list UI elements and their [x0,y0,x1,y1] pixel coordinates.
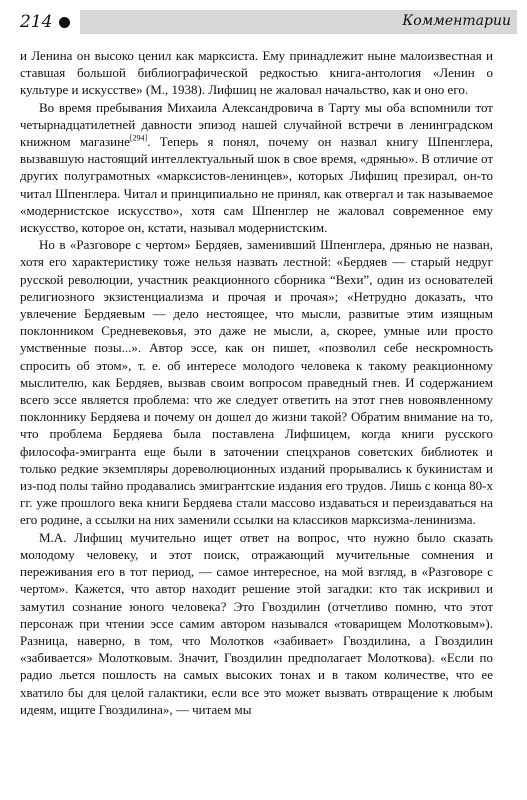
paragraph: М.А. Лифшиц мучительно ищет ответ на вопрос, что нужно было сказать молодому человеку, и этот поиск, отражающий мучительные сомнения и переживания его в тот период, — самое интересное, на мой взгляд, в «Разговоре с чертом». Кажется, что автор находит решение этой загадки: кто так искривил и замутил сознание юного человека? Это Гвоздилин (отчетливо помню, что этот персонаж при чтении эссе самим автором назывался «товарищем Молотковым»). Разница, наверно, в том, что Молотков «забивает» Гвоздилина, а Гвоздилин «забивается» Молотковым. Значит, Гвоздилин предполагает Молоткова). «Если по радио льется пошлость на самых высоких тонах и в таком количестве, что ее хватило бы для целой галактики, если все это может вызвать отвращение к любым идеям, ищите Гвоздилина», — читаем мы [20,529,493,717]
header-bar [80,10,517,34]
footnote-reference[interactable]: [294] [129,133,148,143]
bullet-dot-icon [59,17,70,28]
paragraph [20,99,493,237]
paragraph: и Ленина он высоко ценил как марксиста. Ему принадлежит ныне малоизвестная и ставшая большой библиографической редкостью книга-антология «Ленин о культуре и искусстве» (М., 1938). Лифшиц не жаловал начальство, как и оно его. [20,48,493,98]
section-title: Комментарии [402,13,511,29]
paragraph: Но в «Разговоре с чертом» Бердяев, заменивший Шпенглера, дрянью не назван, хотя его характеристику тоже нельзя назвать лестной: «Бердяев — старый недруг русской революции, участник реакционного сборника “Вехи”, один из основателей религиозного экзистенциализма и прочая и прочая»; «Нетрудно доказать, что увлечение Бердяевым — дело нестоящее, что мысли, развитые этим изящным поклонником Средневековья, это даже не мысли, а, скорее, умные или просто умственные позы...». Автор эссе, как он пишет, «позволил себе нескромность спросить об этом», т. е. об интересе молодого человека к такому реакционному мыслителю, как Бердяев, вызвав своим вопросом праведный гнев. И содержанием всего эссе является проблема: что же следует ответить на этот гнев новоявленному поклоннику Бердяева и почему он дошел до жизни такой? Обратим внимание на то, что проблема Бердяева была поставлена Лифшицем, когда книги русского философа-эмигранта еще были в заточении спецхранов советских библиотек и только редкие экземпляры дореволюционных изданий прорывались к букинистам и из-под полы тайно продавались эмигрантские издания его трудов. Лишь с конца 80-х гг. уже прошлого века книги Бердяева стали массово издаваться и переиздаваться на его родине, а ссылки на них заменили ссылки на классиков марксизма-ленинизма. [20,237,493,528]
page-number: 214 [20,12,53,32]
running-header [10,10,517,38]
main-text [20,47,493,718]
paragraph-text: Во время пребывания Михаила Александровича в Тарту мы оба вспомнили тот четырнадцатилетней давности эпизод нашей случайной встречи в ленинградском книжном магазине [20,99,493,150]
paragraph-text-continuation: . Теперь я понял, почему он назвал книгу Шпенглера, вызвавшую настоящий интеллектуальный шок в свое время, «дрянью». В отличие от других полуграмотных «марксистов-ленинцев», которых Лифшиц презирал, он-то читал Шпенглера. Читал и принципиально не принял, как отвергал и так называемое «модернистское искусство», хотя сам Шпенглер не жаловал современное ему искусство, которое он, кстати, называл модернистским. [20,134,494,236]
